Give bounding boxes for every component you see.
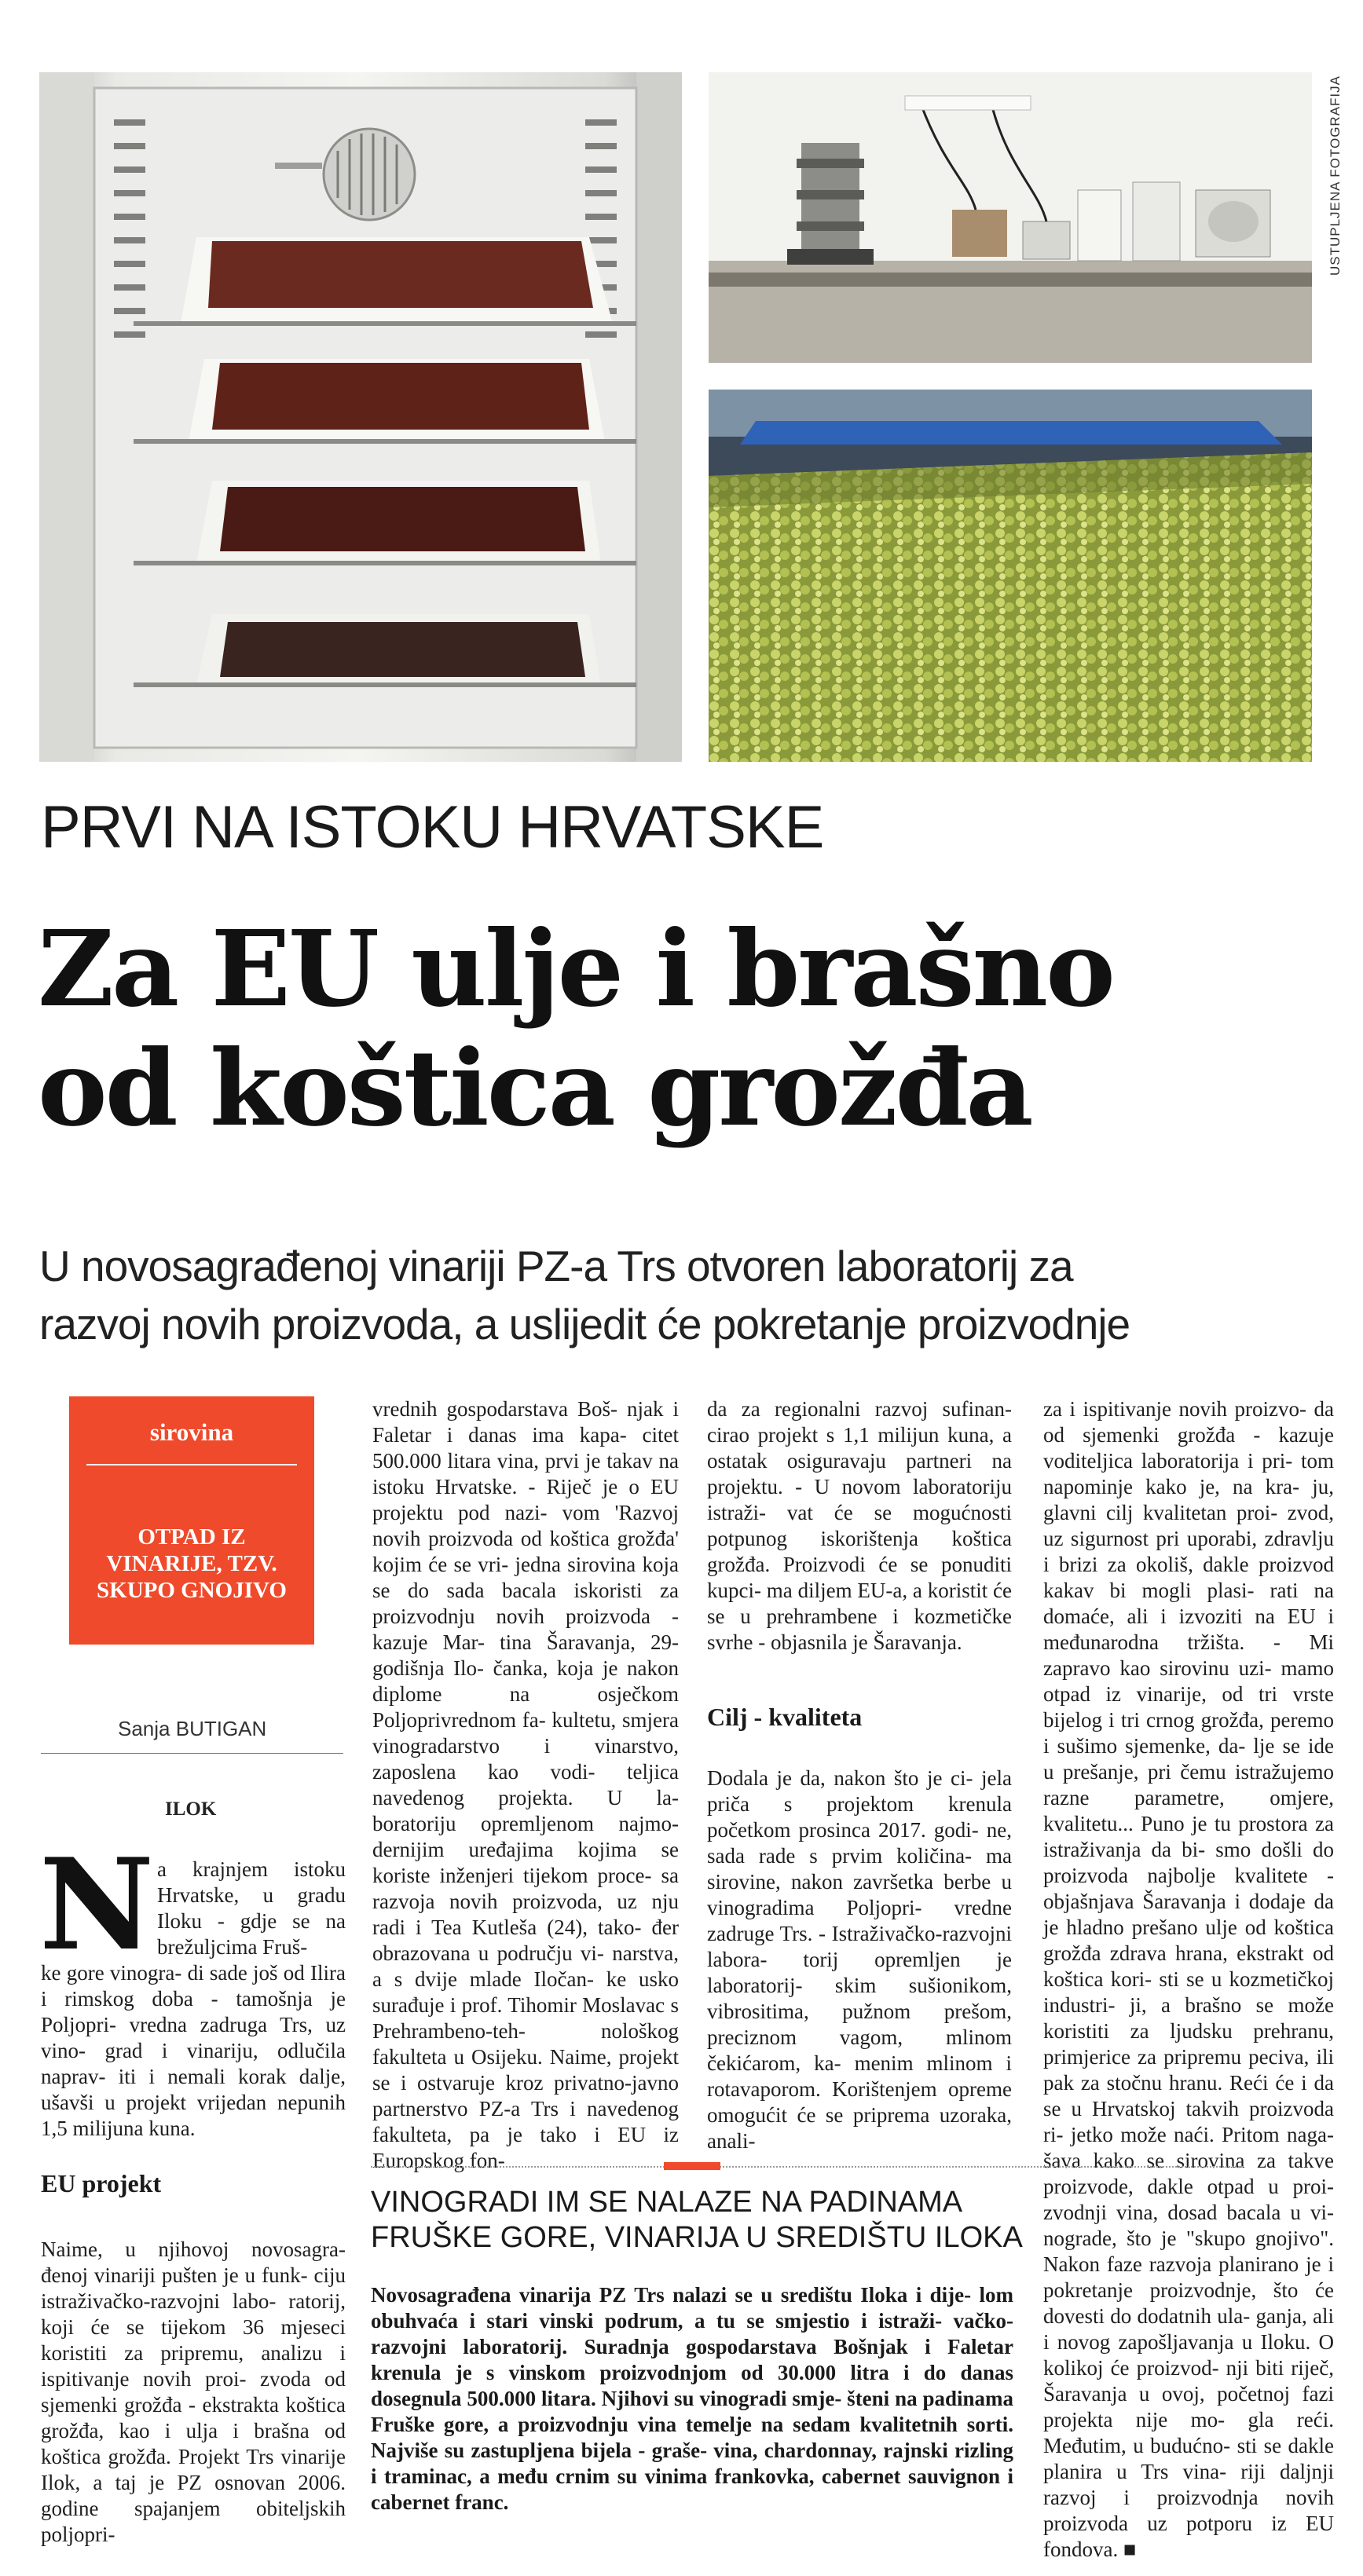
category-box — [69, 1396, 314, 1645]
column-3-top — [707, 1396, 1012, 1656]
infobox-dotted-rule — [371, 2166, 1243, 2168]
column-4 — [1043, 1396, 1334, 2563]
drying-oven-photo — [39, 72, 682, 762]
category-divider — [86, 1464, 297, 1465]
photo-credit: USTUPLJENA FOTOGRAFIJA — [1328, 75, 1343, 276]
category-text: OTPAD IZ VINARIJE, TZV. SKUPO GNOJIVO — [97, 1524, 287, 1603]
column-3-text: Dodala je da, nakon što je ci- jela priča s projektom krenula početkom prosinca 2017. godi- ne, sada rade s prvim količina- ma sirovine, nakon završetka berbe u vinogradima Poljopri- vredne zadruge Trs. - Istraživačko-razvojni labora- torij opremljen je laboratorij- skim sušionikom, vibrositima, pužnom prešom, preciznom vagom, mlinom čekićarom, ka- menim mlinom i rotavaporom. Korištenjem opreme omogućit će se priprema uzoraka, anali- — [707, 1766, 1012, 2153]
subhead-cilj-kvaliteta: Cilj - kvaliteta — [707, 1703, 863, 1731]
column-1-intro — [41, 1960, 346, 2142]
column-2 — [372, 1396, 679, 2174]
column-1-body — [41, 2237, 346, 2548]
byline: Sanja BUTIGAN — [118, 1717, 267, 1740]
laboratory-equipment-photo — [709, 72, 1312, 363]
column-1-text: Naime, u njihovoj novosagra- đenoj vinariji pušten je u funk- ciju istraživačko-razvojni labo- ratorij, koji će se tijekom 36 mjeseci koristiti za pripremu, analizu i ispitivanje novih proi- zvoda od sjemenki grožđa - ekstrakta koštica grožđa, kao i ulja i brašna od koštica grožđa. Projekt Trs vinarije Ilok, a taj je PZ osnovan 2006. godine spajanjem obiteljskih poljopri- — [41, 2238, 346, 2546]
headline — [38, 909, 1295, 1148]
column-1-intro-top — [157, 1857, 346, 1960]
column-2-text: vrednih gospodarstava Boš- njak i Faletar i danas ima kapa- citet 500.000 litara vina, prvi je takav na istoku Hrvatske. - Riječ je o EU projektu pod nazi- vom 'Razvoj novih proizvoda od koštica grožđa' kojim će se vri- jedna sirovina koja se do sada bacala iskoristi za proizvodnju novih proizvoda - kazuje Mar- tina Šaravanja, 29-godišnja Ilo- čanka, koja je nakon diplome na osječkom Poljoprivrednom fa- kultetu, smjera vinogradarstvo i vinarstvo, zaposlena kao vodi- teljica navedenog projekta. U la- boratoriju opremljenom najmo- dernijim uređajima kojima se koriste inženjeri tijekom proce- sa razvoja novih proizvoda, uz nju radi i Tea Kutleša (24), tako- đer obrazovana u području vi- narstva, a s dvije mlade Iločan- ke usko surađuje i prof. Tihomir Moslavac s Prehrambeno-teh- nološkog fakulteta u Osijeku. Naime, projekt se i ostvaruje kroz privatno-javno partnerstvo PZ-a Trs i navedenog fakulteta, pa je tako i EU iz Europskog fon- — [372, 1397, 679, 2172]
headline-line-2: od koštica grožđa — [38, 1027, 1031, 1150]
infobox-accent-bar — [664, 2162, 720, 2170]
column-3-body — [707, 1766, 1012, 2154]
intro-text: ke gore vinogra- di sade još od Ilira i rimskog doba - tamošnja je Poljopri- vredna zadruga Trs, uz vino- grad i vinariju, odlučila naprav- iti i nemali korak dalje, ušavši u projekt vrijedan nepunih 1,5 milijuna kuna. — [41, 1961, 346, 2140]
dateline-place: ILOK — [165, 1798, 217, 1820]
intro-text-top: a krajnjem istoku Hrvatske, u gradu Iloku - gdje se na brežuljcima Fruš- — [157, 1857, 346, 1959]
column-4-text: za i ispitivanje novih proizvo- da od sjemenki grožđa - kazuje voditeljica laboratorija i pri- tom napominje kako je, na kra- ju, glavni cilj kvalitetan proi- zvod, uz sigurnost pri uporabi, zdravlju i brizi za okoliš, dakle proizvod kakav bi mogli plasi- rati na domaće, ali i izvoziti na EU i međunarodna tržišta. - Mi zapravo kao sirovinu uzi- mamo otpad iz vinarije, od tri vrste bijelog i tri crnog grožđa, peremo i sušimo sjemenke, da- lje se ide u prešanje, pri čemu istražujemo razne parametre, omjere, kvalitetu... Puno je tu prostora za istraživanja da bi- smo došli do proizvoda najbolje kvalitete - objašnjava Šaravanja i dodaje da je hladno prešano ulje od koštica grožđa zdrava hrana, ekstrakt od koštica kori- sti se u kozmetičkoj industri- ji, a brašno se može koristiti za ljudsku prehranu, primjerice za pripremu peciva, ili pak za stočnu hranu. Reći će i da se u Hrvatskoj takvih proizvoda ri- jetko može naći. Pritom naga- šava kako se sirovina za takve proizvode, dakle otpad u proi- zvodnji vina, dosad bacala u vi- nograde, što je "skupo gnojivo". Nakon faze razvoja planirano je i pokretanje proizvodnje, što će dovesti do dodatnih ula- ganja, ali i novog zapošljavanja u Iloku. O kolikoj će proizvod- nji biti riječ, Šaravanja u ovoj, početnoj fazi projekta nije mo- gla reći. Međutim, u budućno- sti se dakle planira u Trs vina- riji daljnji razvoj i proizvodnja novih proizvoda uz potporu iz EU fondova. ■ — [1043, 1397, 1334, 2561]
byline-divider — [41, 1753, 343, 1754]
infobox-heading: VINOGRADI IM SE NALAZE NA PADINAMA FRUŠKE GORE, VINARIJA U SREDIŠTU ILOKA — [371, 2186, 1023, 2254]
headline-line-1: Za EU ulje i brašno — [38, 908, 1113, 1030]
standfirst — [39, 1237, 1328, 1353]
standfirst-line-1: U novosagrađenoj vinariji PZ-a Trs otvoren laboratorij za — [39, 1242, 1073, 1290]
kicker: PRVI NA ISTOKU HRVATSKE — [41, 794, 824, 861]
infobox-body: Novosagrađena vinarija PZ Trs nalazi se u središtu Iloka i dije- lom obuhvaća i stari vinski podrum, a tu se smjestio i istraži- vačko-razvojni laboratorij. Suradnja gospodarstava Bošnjak i Faletar krenula je s vinskom proizvodnjom od 30.000 litra i do danas dosegnula 500.000 litara. Njihovi su vinogradi smje- šteni na padinama Fruške gore, a proizvodnju vina temelje na sedam kvalitetnih sorti. Najviše su zastupljena bijela - graše- vina, chardonnay, rajnski rizling i traminac, a među crnim su vinima frankovka, cabernet sauvignon i cabernet franc. — [371, 2283, 1013, 2514]
drop-cap: N — [39, 1831, 155, 1978]
subhead-eu-projekt: EU projekt — [41, 2169, 162, 2197]
column-3-top-text: da za regionalni razvoj sufinan- cirao projekt s 1,1 milijun kuna, a ostatak osiguravaju partneri na projektu. - U novom laboratoriju istraži- vat će se mogućnosti potpunog iskorištenja koštica grožđa. Proizvodi će se ponuditi kupci- ma diljem EU-a, a koristit će se u prehrambene i kozmetičke svrhe - objasnila je Šaravanja. — [707, 1397, 1012, 1654]
category-label: sirovina — [149, 1418, 234, 1446]
grape-pomace-photo — [709, 390, 1312, 762]
standfirst-line-2: razvoj novih proizvoda, a uslijedit će pokretanje proizvodnje — [39, 1300, 1130, 1348]
